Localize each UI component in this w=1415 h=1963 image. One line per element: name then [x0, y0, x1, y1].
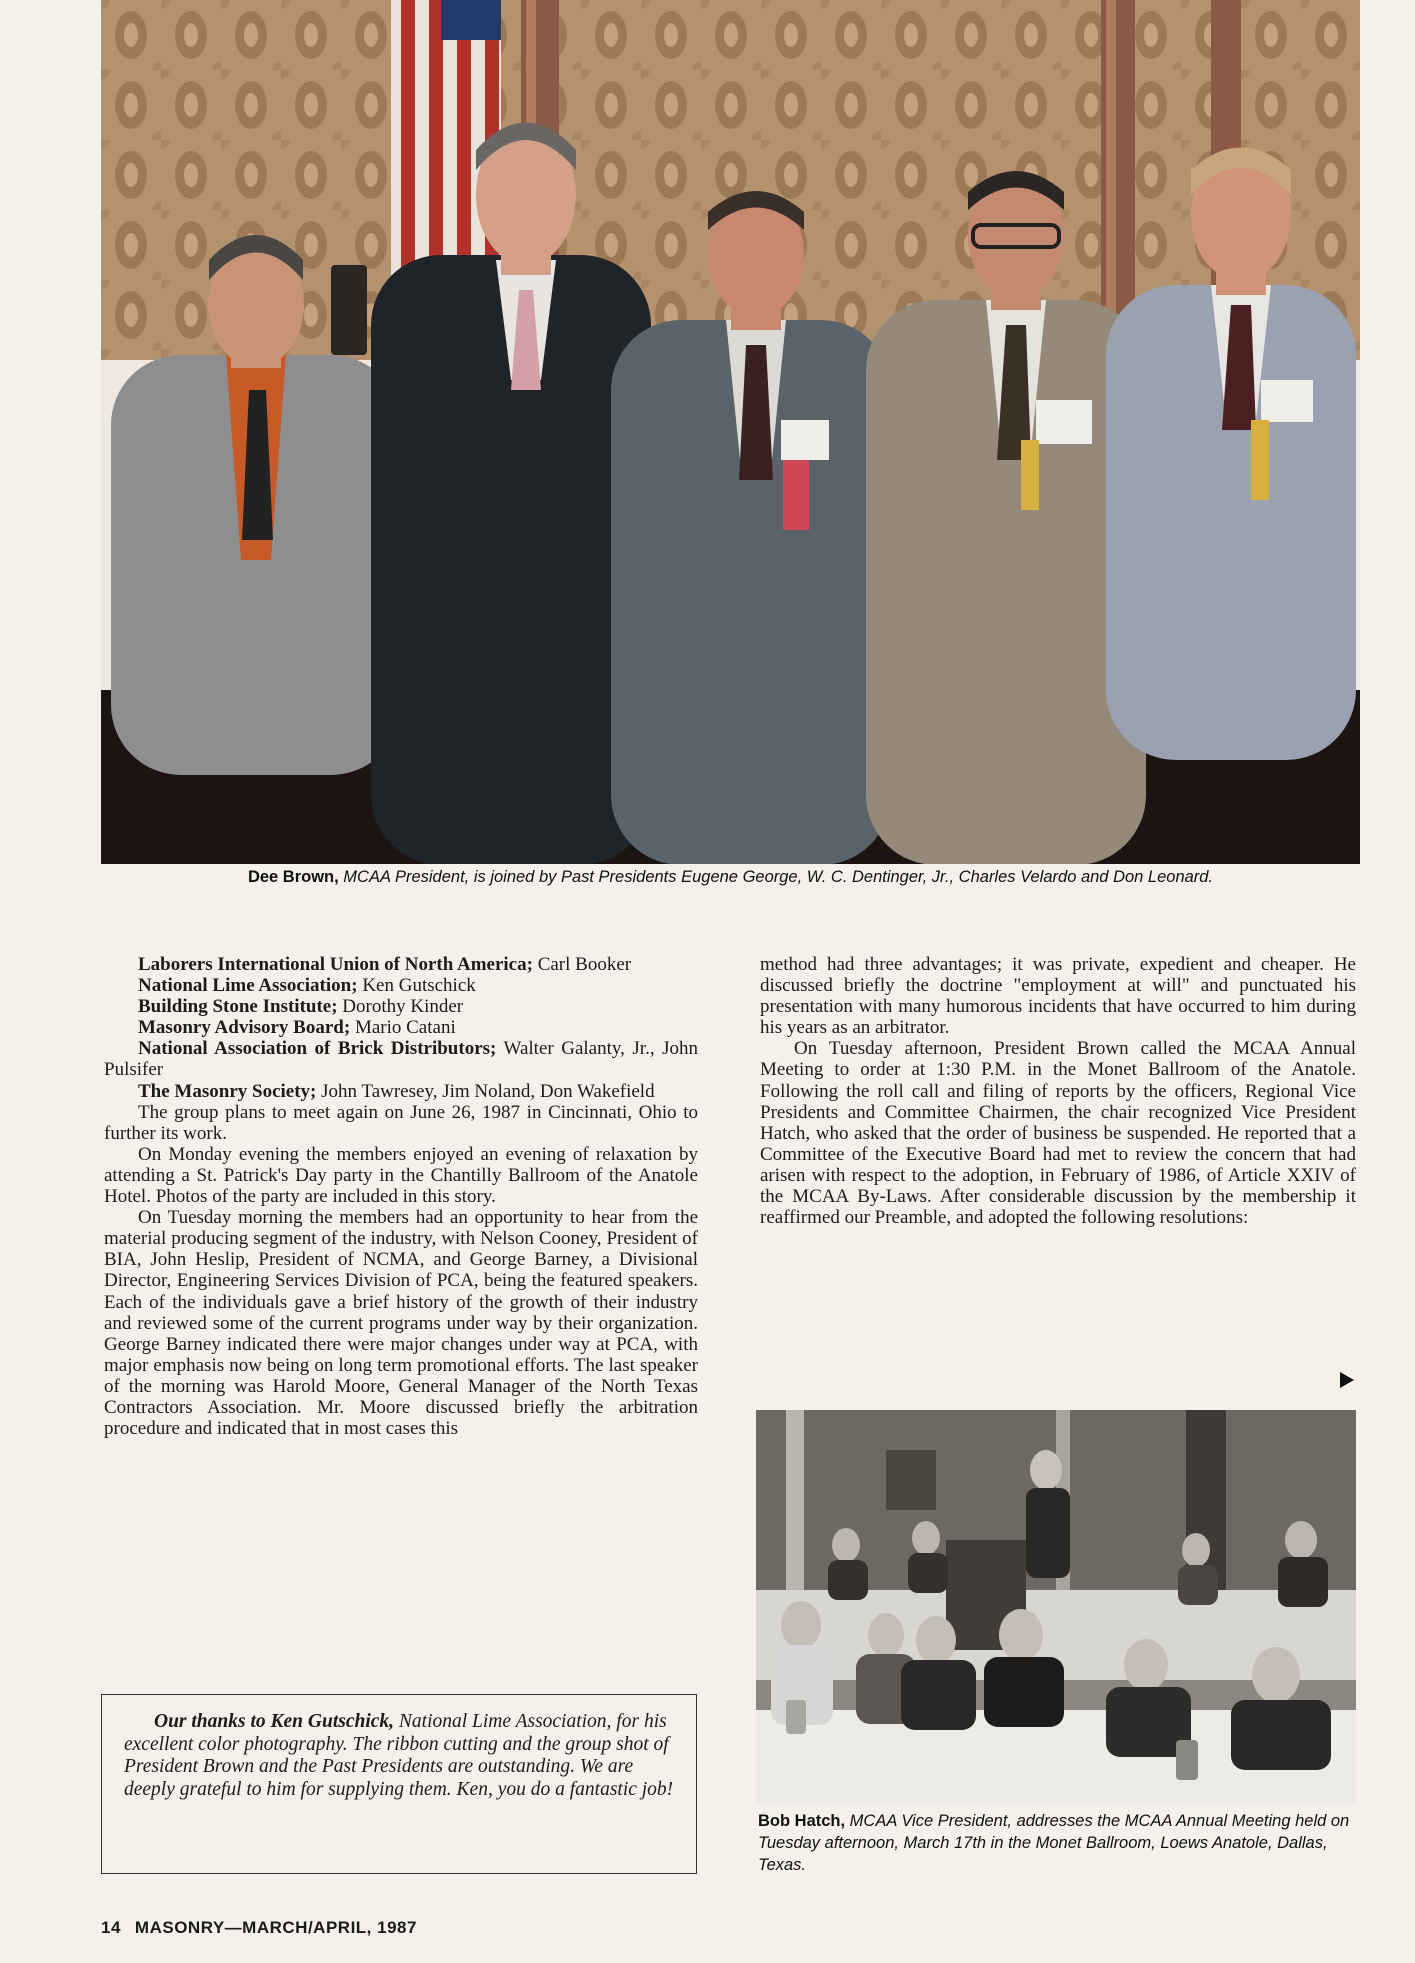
paragraph: On Tuesday morning the members had an opportunity to hear from the material producing segment of the industry, with Nelson Cooney, President of BIA, John Heslip, President of NCMA, and George Barney, a Divisional Director, Engineering Services Division of PCA, being the featured speakers. Each of the individuals gave a brief history of the growth of their industry and reviewed some of the current programs under way by their organization. George Barney indicated there were major changes under way at PCA, with major emphasis now being on long term promotional efforts. The last speaker of the morning was Harold Moore, General Manager of the North Texas Contractors Association. Mr. Moore discussed briefly the arbitration procedure and indicated that in most cases this: [104, 1207, 698, 1440]
paragraph: [104, 975, 698, 996]
org-name: The Masonry Society;: [138, 1080, 317, 1102]
continue-arrow-icon: [1340, 1372, 1354, 1388]
paragraph: On Monday evening the members enjoyed an evening of relaxation by attending a St. Patrick's Day party in the Chantilly Ballroom of the Anatole Hotel. Photos of the party are included in this story.: [104, 1143, 698, 1208]
org-members: Mario Catani: [350, 1017, 456, 1039]
paragraph: On Tuesday afternoon, President Brown called the MCAA Annual Meeting to order at 1:30 P.M. in the Monet Ballroom of the Anatole. Following the roll call and filing of reports by the officers, Regional Vice Presidents and Committee Chairmen, the chair recognized Vice President Hatch, who asked that the order of business be suspended. He reported that a Committee of the Executive Board had met to review the concern that had arisen with respect to the adoption, in February of 1986, of Article XXIV of the MCAA By-Laws. After considerable discussion by the membership it reaffirmed our Preamble, and adopted the following resolutions:: [760, 1038, 1356, 1229]
caption-name: Dee Brown,: [247, 868, 339, 886]
paragraph: [104, 996, 698, 1017]
org-name: National Association of Brick Distributors;: [138, 1038, 497, 1060]
paragraph: [104, 1038, 698, 1080]
article-column-left: [104, 954, 698, 1439]
thanks-name: Our thanks to Ken Gutschick,: [154, 1711, 395, 1732]
caption-name: Bob Hatch,: [758, 1812, 846, 1830]
org-name: Building Stone Institute;: [138, 996, 338, 1018]
org-members: Carl Booker: [532, 954, 632, 975]
org-members: John Tawresey, Jim Noland, Don Wakefield: [316, 1080, 655, 1102]
org-members: Ken Gutschick: [357, 975, 476, 997]
org-name: Laborers International Union of North America;: [138, 954, 533, 975]
org-members: Dorothy Kinder: [337, 996, 464, 1018]
page-number: 14: [101, 1918, 121, 1937]
article-column-right: [760, 954, 1356, 1228]
paragraph: The group plans to meet again on June 26, 1987 in Cincinnati, Ohio to further its work.: [104, 1101, 698, 1144]
group-photo: [101, 0, 1360, 864]
page-footer: [101, 1918, 417, 1938]
caption-text: MCAA Vice President, addresses the MCAA Annual Meeting held on Tuesday afternoon, March 17th in the Monet Ballroom, Loews Anatole, Dallas, Texas.: [758, 1812, 1350, 1874]
thanks-box: [101, 1694, 697, 1874]
thanks-body: National Lime Association, for his excellent color photography. The ribbon cutting and the group shot of President Brown and the Past Presidents are outstanding. We are deeply grateful to him for supplying them. Ken, you do a fantastic job!: [124, 1711, 674, 1800]
group-photo-illustration: [101, 0, 1360, 864]
meeting-photo: [756, 1410, 1356, 1804]
org-name: National Lime Association;: [138, 975, 358, 997]
paragraph: [104, 1017, 698, 1038]
thanks-text: [124, 1711, 674, 1801]
paragraph: [104, 954, 698, 975]
meeting-photo-illustration: [756, 1410, 1356, 1804]
main-photo-caption: [101, 868, 1360, 887]
paragraph: method had three advantages; it was private, expedient and cheaper. He discussed briefly the doctrine "employment at will" and punctuated his presentation with many humorous incidents that have occurred to him during his years as an arbitrator.: [760, 954, 1356, 1039]
org-name: Masonry Advisory Board;: [138, 1017, 351, 1039]
caption-text: MCAA President, is joined by Past Presidents Eugene George, W. C. Dentinger, Jr., Charles Velardo and Don Leonard.: [338, 868, 1214, 886]
paragraph: [104, 1081, 698, 1102]
org-members: Walter Galanty, Jr., John Pulsifer: [104, 1038, 698, 1081]
meeting-photo-caption: [758, 1810, 1356, 1876]
publication-line: MASONRY—MARCH/APRIL, 1987: [134, 1918, 417, 1937]
